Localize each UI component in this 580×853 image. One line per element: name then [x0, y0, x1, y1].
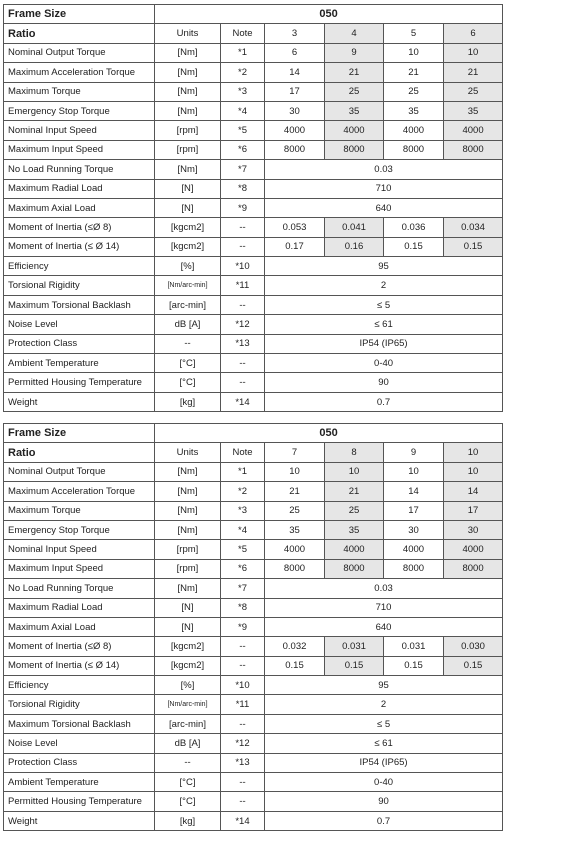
table-row	[4, 520, 503, 539]
parameter-value: 21	[265, 482, 325, 501]
parameter-value: 35	[325, 101, 384, 120]
table-row	[4, 598, 503, 617]
parameter-value: 21	[384, 63, 444, 82]
ratio-value: 4	[325, 24, 384, 43]
table-row	[4, 462, 503, 481]
parameter-note: --	[221, 218, 265, 237]
parameter-name: No Load Running Torque	[4, 160, 155, 179]
parameter-note: *4	[221, 520, 265, 539]
parameter-unit: [kgcm2]	[155, 656, 221, 675]
parameter-value: 4000	[384, 121, 444, 140]
parameter-value: 4000	[325, 540, 384, 559]
parameter-unit: dB [A]	[155, 734, 221, 753]
parameter-value: 35	[265, 520, 325, 539]
parameter-note: *8	[221, 598, 265, 617]
table-row	[4, 257, 503, 276]
parameter-unit: [%]	[155, 676, 221, 695]
parameter-name: Maximum Radial Load	[4, 598, 155, 617]
ratio-value: 7	[265, 443, 325, 462]
table-row	[4, 101, 503, 120]
parameter-name: Protection Class	[4, 753, 155, 772]
parameter-value-shared: ≤ 61	[265, 734, 503, 753]
parameter-value: 0.031	[325, 637, 384, 656]
parameter-value: 8000	[325, 559, 384, 578]
parameter-value: 0.032	[265, 637, 325, 656]
table-row	[4, 63, 503, 82]
parameter-unit: [Nm]	[155, 63, 221, 82]
spec-table-ratios-7-10	[3, 423, 503, 831]
parameter-unit: [N]	[155, 198, 221, 217]
parameter-note: *1	[221, 462, 265, 481]
parameter-note: *11	[221, 695, 265, 714]
ratio-value: 5	[384, 24, 444, 43]
frame-size-row	[4, 5, 503, 24]
parameter-value: 10	[265, 462, 325, 481]
parameter-value-shared: 95	[265, 676, 503, 695]
parameter-name: Efficiency	[4, 257, 155, 276]
parameter-value: 25	[325, 82, 384, 101]
parameter-value: 14	[384, 482, 444, 501]
parameter-name: Maximum Torque	[4, 82, 155, 101]
parameter-value: 25	[325, 501, 384, 520]
parameter-value: 0.036	[384, 218, 444, 237]
parameter-name: Emergency Stop Torque	[4, 520, 155, 539]
parameter-value: 0.031	[384, 637, 444, 656]
parameter-unit: [Nm]	[155, 501, 221, 520]
parameter-unit: [kg]	[155, 811, 221, 830]
parameter-name: Maximum Input Speed	[4, 559, 155, 578]
parameter-note: *1	[221, 43, 265, 62]
parameter-value: 35	[444, 101, 503, 120]
ratio-value: 8	[325, 443, 384, 462]
parameter-value: 8000	[444, 559, 503, 578]
parameter-value: 21	[325, 63, 384, 82]
table-row	[4, 695, 503, 714]
parameter-value-shared: 90	[265, 373, 503, 392]
spec-table-ratios-3-6	[3, 4, 503, 412]
parameter-note: *9	[221, 617, 265, 636]
parameter-unit: [Nm]	[155, 482, 221, 501]
table-row	[4, 276, 503, 295]
parameter-name: Ambient Temperature	[4, 773, 155, 792]
parameter-note: *10	[221, 676, 265, 695]
parameter-value: 6	[265, 43, 325, 62]
parameter-note: --	[221, 373, 265, 392]
ratio-header-row	[4, 24, 503, 43]
parameter-value-shared: 0.03	[265, 579, 503, 598]
parameter-unit: [arc-min]	[155, 295, 221, 314]
parameter-value: 10	[444, 43, 503, 62]
table-row	[4, 656, 503, 675]
parameter-unit: [Nm/arc-min]	[155, 695, 221, 714]
parameter-value: 17	[444, 501, 503, 520]
ratio-value: 6	[444, 24, 503, 43]
parameter-value-shared: 2	[265, 695, 503, 714]
parameter-value: 10	[384, 43, 444, 62]
parameter-value: 8000	[265, 559, 325, 578]
table-row	[4, 482, 503, 501]
table-row	[4, 501, 503, 520]
frame-size-value: 050	[155, 5, 503, 24]
parameter-value: 0.15	[384, 237, 444, 256]
table-row	[4, 637, 503, 656]
parameter-name: Maximum Radial Load	[4, 179, 155, 198]
parameter-unit: [kg]	[155, 392, 221, 411]
frame-size-row	[4, 424, 503, 443]
frame-size-label: Frame Size	[4, 424, 155, 443]
ratio-value: 9	[384, 443, 444, 462]
parameter-name: Emergency Stop Torque	[4, 101, 155, 120]
parameter-name: Nominal Input Speed	[4, 121, 155, 140]
parameter-note: --	[221, 295, 265, 314]
parameter-value: 0.16	[325, 237, 384, 256]
parameter-value: 8000	[384, 140, 444, 159]
parameter-note: *3	[221, 82, 265, 101]
ratio-header-row	[4, 443, 503, 462]
table-row	[4, 753, 503, 772]
parameter-unit: [rpm]	[155, 140, 221, 159]
parameter-name: Ambient Temperature	[4, 354, 155, 373]
table-row	[4, 540, 503, 559]
ratio-value: 3	[265, 24, 325, 43]
parameter-unit: [Nm/arc-min]	[155, 276, 221, 295]
parameter-name: No Load Running Torque	[4, 579, 155, 598]
units-header: Units	[155, 24, 221, 43]
ratio-value: 10	[444, 443, 503, 462]
parameter-value: 17	[384, 501, 444, 520]
parameter-value: 0.034	[444, 218, 503, 237]
table-row	[4, 734, 503, 753]
parameter-name: Torsional Rigidity	[4, 276, 155, 295]
parameter-unit: [rpm]	[155, 559, 221, 578]
parameter-note: *14	[221, 811, 265, 830]
parameter-name: Maximum Input Speed	[4, 140, 155, 159]
parameter-value: 4000	[444, 540, 503, 559]
parameter-value: 4000	[444, 121, 503, 140]
parameter-note: *10	[221, 257, 265, 276]
parameter-value-shared: 2	[265, 276, 503, 295]
table-row	[4, 773, 503, 792]
parameter-note: *14	[221, 392, 265, 411]
parameter-unit: [%]	[155, 257, 221, 276]
table-row	[4, 392, 503, 411]
table-row	[4, 315, 503, 334]
table-row	[4, 559, 503, 578]
parameter-name: Maximum Acceleration Torque	[4, 482, 155, 501]
parameter-value: 10	[444, 462, 503, 481]
parameter-note: --	[221, 656, 265, 675]
parameter-unit: [Nm]	[155, 462, 221, 481]
parameter-name: Moment of Inertia (≤Ø 8)	[4, 637, 155, 656]
parameter-name: Noise Level	[4, 315, 155, 334]
parameter-value: 35	[384, 101, 444, 120]
parameter-value-shared: 0.03	[265, 160, 503, 179]
parameter-value-shared: 710	[265, 179, 503, 198]
parameter-name: Maximum Torsional Backlash	[4, 714, 155, 733]
units-header: Units	[155, 443, 221, 462]
parameter-name: Nominal Input Speed	[4, 540, 155, 559]
parameter-note: --	[221, 237, 265, 256]
table-row	[4, 373, 503, 392]
parameter-name: Weight	[4, 811, 155, 830]
parameter-value: 8000	[384, 559, 444, 578]
parameter-value: 0.17	[265, 237, 325, 256]
parameter-note: --	[221, 637, 265, 656]
parameter-note: *7	[221, 160, 265, 179]
parameter-unit: [kgcm2]	[155, 237, 221, 256]
parameter-unit: --	[155, 753, 221, 772]
parameter-value-shared: ≤ 5	[265, 714, 503, 733]
table-row	[4, 354, 503, 373]
parameter-unit: [kgcm2]	[155, 218, 221, 237]
parameter-value: 0.15	[384, 656, 444, 675]
parameter-value: 4000	[325, 121, 384, 140]
parameter-value: 35	[325, 520, 384, 539]
parameter-unit: [°C]	[155, 373, 221, 392]
parameter-value: 30	[384, 520, 444, 539]
parameter-name: Moment of Inertia (≤ Ø 14)	[4, 237, 155, 256]
parameter-note: *5	[221, 121, 265, 140]
parameter-name: Efficiency	[4, 676, 155, 695]
table-row	[4, 43, 503, 62]
parameter-note: *12	[221, 315, 265, 334]
parameter-note: *2	[221, 482, 265, 501]
parameter-note: *5	[221, 540, 265, 559]
parameter-value-shared: 0-40	[265, 773, 503, 792]
parameter-value: 8000	[444, 140, 503, 159]
parameter-note: *9	[221, 198, 265, 217]
parameter-value: 4000	[265, 121, 325, 140]
parameter-note: *11	[221, 276, 265, 295]
parameter-value: 4000	[265, 540, 325, 559]
table-row	[4, 218, 503, 237]
parameter-unit: [arc-min]	[155, 714, 221, 733]
ratio-label: Ratio	[4, 24, 155, 43]
parameter-name: Noise Level	[4, 734, 155, 753]
parameter-note: *2	[221, 63, 265, 82]
spec-table-body	[4, 5, 503, 412]
parameter-note: --	[221, 792, 265, 811]
table-row	[4, 82, 503, 101]
parameter-unit: [Nm]	[155, 82, 221, 101]
parameter-value: 14	[444, 482, 503, 501]
parameter-note: *3	[221, 501, 265, 520]
parameter-value-shared: IP54 (IP65)	[265, 334, 503, 353]
parameter-note: --	[221, 773, 265, 792]
parameter-value-shared: 710	[265, 598, 503, 617]
parameter-name: Maximum Torque	[4, 501, 155, 520]
parameter-name: Torsional Rigidity	[4, 695, 155, 714]
parameter-unit: [rpm]	[155, 540, 221, 559]
parameter-value-shared: 0.7	[265, 811, 503, 830]
parameter-name: Maximum Torsional Backlash	[4, 295, 155, 314]
parameter-unit: [Nm]	[155, 579, 221, 598]
table-row	[4, 579, 503, 598]
parameter-name: Nominal Output Torque	[4, 43, 155, 62]
parameter-value: 8000	[325, 140, 384, 159]
table-row	[4, 237, 503, 256]
frame-size-value: 050	[155, 424, 503, 443]
parameter-value: 9	[325, 43, 384, 62]
table-row	[4, 198, 503, 217]
parameter-value: 25	[444, 82, 503, 101]
parameter-note: *6	[221, 559, 265, 578]
parameter-value-shared: 0-40	[265, 354, 503, 373]
parameter-unit: [N]	[155, 598, 221, 617]
parameter-value: 4000	[384, 540, 444, 559]
parameter-value-shared: ≤ 5	[265, 295, 503, 314]
parameter-value-shared: 640	[265, 198, 503, 217]
parameter-unit: dB [A]	[155, 315, 221, 334]
ratio-label: Ratio	[4, 443, 155, 462]
parameter-name: Weight	[4, 392, 155, 411]
table-row	[4, 676, 503, 695]
parameter-note: *13	[221, 334, 265, 353]
parameter-name: Maximum Acceleration Torque	[4, 63, 155, 82]
table-row	[4, 811, 503, 830]
parameter-value: 8000	[265, 140, 325, 159]
parameter-value: 0.030	[444, 637, 503, 656]
parameter-name: Maximum Axial Load	[4, 617, 155, 636]
parameter-unit: [Nm]	[155, 520, 221, 539]
table-row	[4, 295, 503, 314]
parameter-value: 0.15	[265, 656, 325, 675]
parameter-note: *13	[221, 753, 265, 772]
table-row	[4, 617, 503, 636]
parameter-name: Nominal Output Torque	[4, 462, 155, 481]
parameter-value-shared: ≤ 61	[265, 315, 503, 334]
table-row	[4, 160, 503, 179]
parameter-note: *6	[221, 140, 265, 159]
parameter-value: 0.053	[265, 218, 325, 237]
parameter-value: 0.15	[325, 656, 384, 675]
table-row	[4, 792, 503, 811]
frame-size-label: Frame Size	[4, 5, 155, 24]
parameter-unit: [°C]	[155, 354, 221, 373]
parameter-value: 21	[444, 63, 503, 82]
parameter-note: --	[221, 354, 265, 373]
parameter-value: 14	[265, 63, 325, 82]
parameter-unit: [N]	[155, 179, 221, 198]
parameter-name: Permitted Housing Temperature	[4, 792, 155, 811]
parameter-value: 0.15	[444, 656, 503, 675]
note-header: Note	[221, 443, 265, 462]
parameter-unit: [Nm]	[155, 101, 221, 120]
parameter-value-shared: 95	[265, 257, 503, 276]
parameter-note: --	[221, 714, 265, 733]
parameter-value: 25	[384, 82, 444, 101]
parameter-value: 10	[384, 462, 444, 481]
parameter-note: *7	[221, 579, 265, 598]
parameter-value: 21	[325, 482, 384, 501]
parameter-value: 30	[444, 520, 503, 539]
parameter-note: *12	[221, 734, 265, 753]
parameter-value: 10	[325, 462, 384, 481]
table-row	[4, 334, 503, 353]
parameter-unit: [N]	[155, 617, 221, 636]
parameter-value: 30	[265, 101, 325, 120]
table-row	[4, 140, 503, 159]
parameter-unit: [°C]	[155, 773, 221, 792]
parameter-value-shared: 640	[265, 617, 503, 636]
note-header: Note	[221, 24, 265, 43]
parameter-value-shared: 0.7	[265, 392, 503, 411]
parameter-unit: [°C]	[155, 792, 221, 811]
parameter-value: 0.15	[444, 237, 503, 256]
parameter-name: Moment of Inertia (≤Ø 8)	[4, 218, 155, 237]
parameter-unit: [Nm]	[155, 160, 221, 179]
table-row	[4, 121, 503, 140]
table-row	[4, 714, 503, 733]
parameter-unit: [Nm]	[155, 43, 221, 62]
parameter-value-shared: 90	[265, 792, 503, 811]
parameter-unit: [rpm]	[155, 121, 221, 140]
parameter-name: Maximum Axial Load	[4, 198, 155, 217]
spec-table-body	[4, 424, 503, 831]
parameter-unit: [kgcm2]	[155, 637, 221, 656]
parameter-name: Moment of Inertia (≤ Ø 14)	[4, 656, 155, 675]
table-row	[4, 179, 503, 198]
parameter-note: *4	[221, 101, 265, 120]
parameter-unit: --	[155, 334, 221, 353]
parameter-name: Permitted Housing Temperature	[4, 373, 155, 392]
parameter-note: *8	[221, 179, 265, 198]
parameter-value-shared: IP54 (IP65)	[265, 753, 503, 772]
parameter-name: Protection Class	[4, 334, 155, 353]
parameter-value: 0.041	[325, 218, 384, 237]
parameter-value: 25	[265, 501, 325, 520]
parameter-value: 17	[265, 82, 325, 101]
